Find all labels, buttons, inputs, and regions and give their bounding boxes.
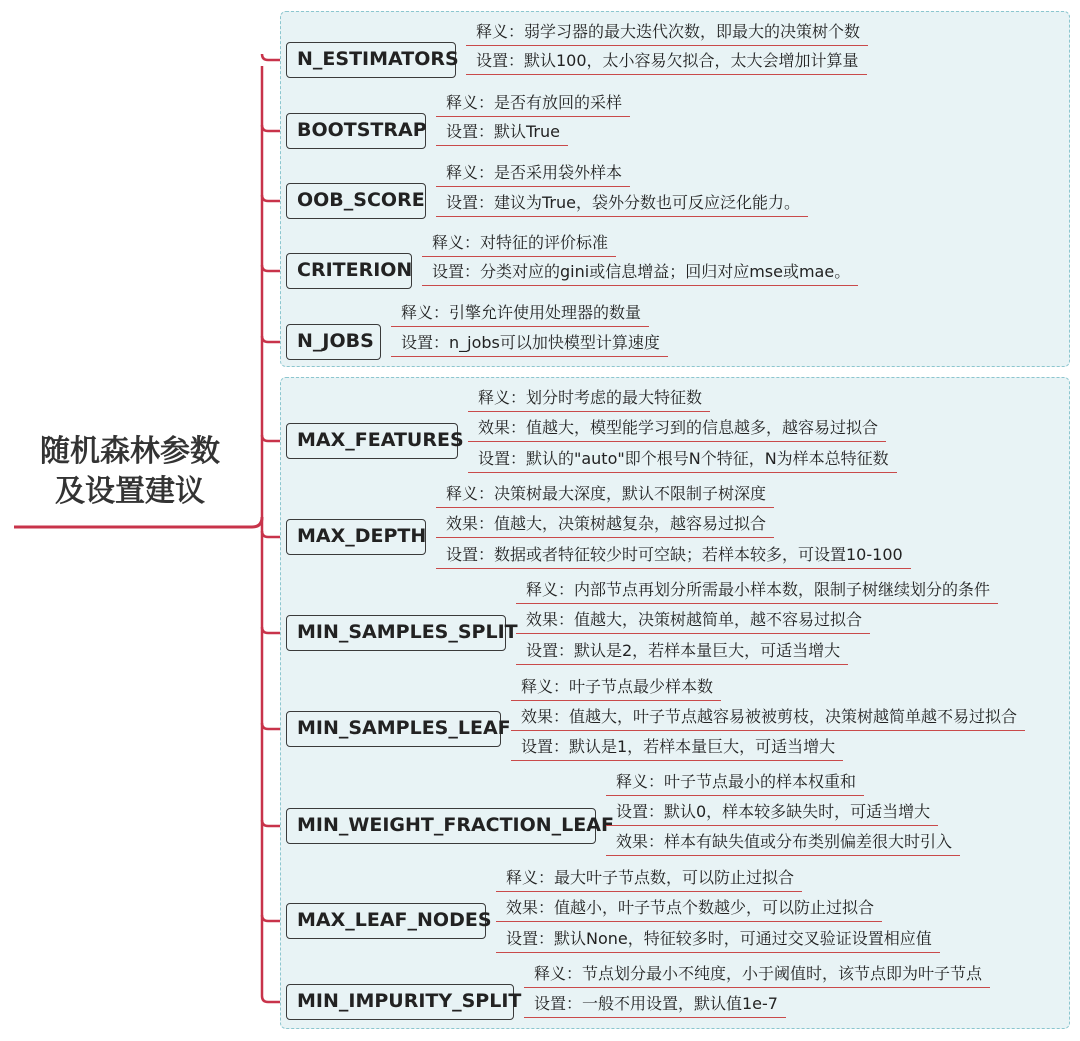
param-detail-item: 设置：默认True xyxy=(436,119,568,146)
root-topic xyxy=(20,432,240,512)
param-node-min-weight-fraction-leaf: MIN_WEIGHT_FRACTION_LEAF xyxy=(286,808,596,844)
param-detail-item: 效果：值越大，模型能学习到的信息越多，越容易过拟合 xyxy=(468,415,886,442)
param-detail-item: 设置：默认的"auto"即个根号N个特征，N为样本总特征数 xyxy=(468,446,897,473)
param-detail-item: 设置：数据或者特征较少时可空缺；若样本较多，可设置10-100 xyxy=(436,542,911,569)
param-detail-item: 释义：引擎允许使用处理器的数量 xyxy=(391,300,649,327)
param-detail-item: 释义：叶子节点最小的样本权重和 xyxy=(606,769,864,796)
param-detail-item: 释义：节点划分最小不纯度，小于阈值时，该节点即为叶子节点 xyxy=(524,961,990,988)
param-node-n-estimators: N_ESTIMATORS xyxy=(286,42,456,78)
param-node-n-jobs: N_JOBS xyxy=(286,324,381,360)
param-detail-item: 设置：默认None，特征较多时，可通过交叉验证设置相应值 xyxy=(496,926,940,953)
param-detail-item: 释义：是否采用袋外样本 xyxy=(436,160,630,187)
param-detail-item: 释义：对特征的评价标准 xyxy=(422,230,616,257)
param-detail-item: 设置：n_jobs可以加快模型计算速度 xyxy=(391,330,668,357)
root-branch-line xyxy=(14,517,262,527)
param-detail-item: 设置：默认100，太小容易欠拟合，太大会增加计算量 xyxy=(466,48,867,75)
param-detail-item: 释义：划分时考虑的最大特征数 xyxy=(468,385,710,412)
param-detail-item: 效果：值越大，决策树越简单，越不容易过拟合 xyxy=(516,607,870,634)
param-detail-item: 释义：决策树最大深度，默认不限制子树深度 xyxy=(436,481,774,508)
param-detail-item: 效果：值越小，叶子节点个数越少，可以防止过拟合 xyxy=(496,895,882,922)
param-detail-item: 释义：内部节点再划分所需最小样本数，限制子树继续划分的条件 xyxy=(516,577,998,604)
param-detail-item: 设置：一般不用设置，默认值1e-7 xyxy=(524,991,786,1018)
param-node-max-leaf-nodes: MAX_LEAF_NODES xyxy=(286,903,486,939)
root-title-line2: 及设置建议 xyxy=(55,474,205,509)
param-node-max-depth: MAX_DEPTH xyxy=(286,519,426,555)
param-detail-item: 释义：是否有放回的采样 xyxy=(436,90,630,117)
param-node-min-impurity-split: MIN_IMPURITY_SPLIT xyxy=(286,984,514,1020)
param-detail-item: 效果：值越大，决策树越复杂，越容易过拟合 xyxy=(436,511,774,538)
param-detail-item: 释义：叶子节点最少样本数 xyxy=(511,674,721,701)
param-detail-item: 设置：默认是1，若样本量巨大，可适当增大 xyxy=(511,734,843,761)
param-detail-item: 效果：值越大，叶子节点越容易被被剪枝，决策树越简单越不易过拟合 xyxy=(511,704,1025,731)
param-detail-item: 设置：默认0，样本较多缺失时，可适当增大 xyxy=(606,799,938,826)
param-node-min-samples-split: MIN_SAMPLES_SPLIT xyxy=(286,615,506,651)
param-detail-item: 释义：弱学习器的最大迭代次数，即最大的决策树个数 xyxy=(466,19,868,46)
root-title-line1: 随机森林参数 xyxy=(40,434,220,469)
param-detail-item: 设置：分类对应的gini或信息增益；回归对应mse或mae。 xyxy=(422,259,858,286)
param-node-min-samples-leaf: MIN_SAMPLES_LEAF xyxy=(286,711,501,747)
param-node-oob-score: OOB_SCORE xyxy=(286,183,426,219)
param-detail-item: 设置：建议为True，袋外分数也可反应泛化能力。 xyxy=(436,190,808,217)
param-detail-item: 设置：默认是2，若样本量巨大，可适当增大 xyxy=(516,638,848,665)
param-node-criterion: CRITERION xyxy=(286,253,412,289)
param-node-bootstrap: BOOTSTRAP xyxy=(286,113,426,149)
param-detail-item: 效果：样本有缺失值或分布类别偏差很大时引入 xyxy=(606,829,960,856)
param-node-max-features: MAX_FEATURES xyxy=(286,423,458,459)
param-detail-item: 释义：最大叶子节点数，可以防止过拟合 xyxy=(496,865,802,892)
